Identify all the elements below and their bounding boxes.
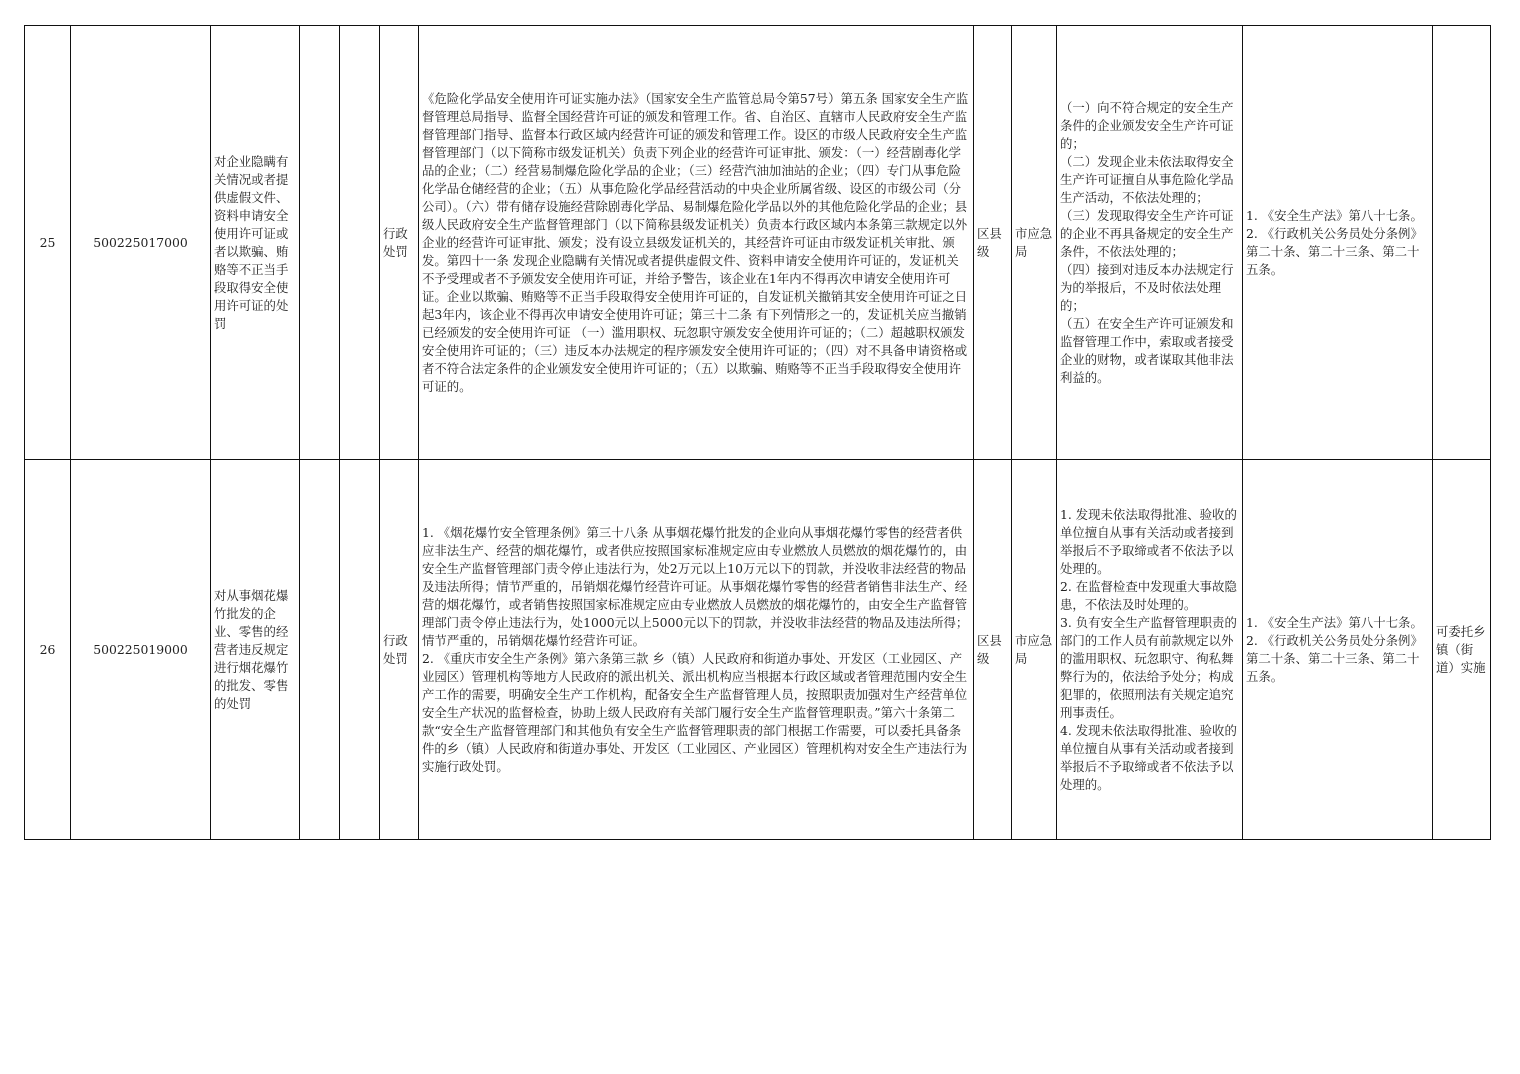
sub-item-cell <box>300 460 340 840</box>
duty-item: （一）向不符合规定的安全生产条件的企业颁发安全生产许可证的； <box>1060 99 1234 151</box>
duty-item: 4. 发现未依法取得批准、验收的单位擅自从事有关活动或者接到举报后不予取缔或者不依法予以处理的。 <box>1060 722 1237 792</box>
power-type: 行政处罚 <box>380 460 419 840</box>
legal-basis <box>419 460 974 840</box>
duty-item: （五）在安全生产许可证颁发和监督管理工作中，索取或者接受企业的财物，或者谋取其他非法利益的。 <box>1060 315 1234 385</box>
power-type: 行政处罚 <box>380 26 419 460</box>
power-list-table <box>24 25 1491 840</box>
legal-basis-item: 1. 《烟花爆竹安全管理条例》第三十八条 从事烟花爆竹批发的企业向从事烟花爆竹零售的经营者供应非法生产、经营的烟花爆竹，或者供应按照国家标准规定应由专业燃放人员燃放的烟花爆竹的，由安全生产监督管理部门责令停止违法行为，处2万元以上10万元以下的罚款，并没收非法经营的物品及违法所得；情节严重的，吊销烟花爆竹经营许可证。从事烟花爆竹零售的经营者销售非法生产、经营的烟花爆竹，或者销售按照国家标准规定应由专业燃放人员燃放的烟花爆竹的，由安全生产监督管理部门责令停止违法行为，处1000元以上5000元以下的罚款，并没收非法经营的物品及违法所得；情节严重的，吊销烟花爆竹经营许可证。 <box>422 524 969 648</box>
accountability-item: 2. 《行政机关公务员处分条例》第二十条、第二十三条、第二十五条。 <box>1246 225 1423 277</box>
exercise-level: 区县级 <box>974 26 1012 460</box>
item-code: 500225019000 <box>71 460 211 840</box>
duty-item: （三）发现取得安全生产许可证的企业不再具备规定的安全生产条件，不依法处理的； <box>1060 207 1234 259</box>
accountability-item: 2. 《行政机关公务员处分条例》第二十条、第二十三条、第二十五条。 <box>1246 632 1423 684</box>
item-number: 26 <box>25 460 71 840</box>
responsible-dept: 市应急局 <box>1012 460 1057 840</box>
legal-basis-item: 2. 《重庆市安全生产条例》第六条第三款 乡（镇）人民政府和街道办事处、开发区（工业园区、产业园区）管理机构等地方人民政府的派出机关、派出机构应当根据本行政区域或者管理范围内安全生产工作的需要，明确安全生产工作机构，配备安全生产监督管理人员，按照职责加强对生产经营单位安全生产状况的监督检查，协助上级人民政府有关部门履行安全生产监督管理职责。”第六十条第二款“安全生产监督管理部门和其他负有安全生产监督管理职责的部门根据工作需要，可以委托具备条件的乡（镇）人民政府和街道办事处、开发区（工业园区、产业园区）管理机构对安全生产违法行为实施行政处罚。 <box>422 650 968 774</box>
duty-item: 3. 负有安全生产监督管理职责的部门的工作人员有前款规定以外的滥用职权、玩忽职守、徇私舞弊行为的，依法给予处分；构成犯罪的，依照刑法有关规定追究刑事责任。 <box>1060 614 1237 720</box>
item-name: 对企业隐瞒有关情况或者提供虚假文件、资料申请安全使用许可证或者以欺骗、贿赂等不正当手段取得安全使用许可证的处罚 <box>211 26 300 460</box>
accountability-basis <box>1243 460 1433 840</box>
legal-basis: 《危险化学品安全使用许可证实施办法》（国家安全生产监管总局令第57号）第五条 国家安全生产监督管理总局指导、监督全国经营许可证的颁发和管理工作。省、自治区、直辖市人民政府安全生产监督管理部门指导、监督本行政区域内经营许可证的颁发和管理工作。设区的市级人民政府安全生产监督管理部门（以下简称市级发证机关）负责下列企业的经营许可证审批、颁发：（一）经营剧毒化学品的企业；（二）经营易制爆危险化学品的企业；（三）经营汽油加油站的企业；（四）专门从事危险化学品仓储经营的企业；（五）从事危险化学品经营活动的中央企业所属省级、设区的市级公司（分公司）。（六）带有储存设施经营除剧毒化学品、易制爆危险化学品以外的其他危险化学品的企业；县级人民政府安全生产监督管理部门（以下简称县级发证机关）负责本行政区域内本条第三款规定以外企业的经营许可证审批、颁发；没有设立县级发证机关的，其经营许可证由市级发证机关审批、颁发。第四十一条 发现企业隐瞒有关情况或者提供虚假文件、资料申请安全使用许可证的，发证机关不予受理或者不予颁发安全使用许可证，并给予警告，该企业在1年内不得再次申请安全使用许可证。企业以欺骗、贿赂等不正当手段取得安全使用许可证的，自发证机关撤销其安全使用许可证之日起3年内，该企业不得再次申请安全使用许可证；第三十二条 有下列情形之一的，发证机关应当撤销已经颁发的安全使用许可证 （一）滥用职权、玩忽职守颁发安全使用许可证的；（二）超越职权颁发安全使用许可证的；（三）违反本办法规定的程序颁发安全使用许可证的；（四）对不具备申请资格或者不符合法定条件的企业颁发安全使用许可证的；（五）以欺骗、贿赂等不正当手段取得安全使用许可证的。 <box>419 26 974 460</box>
remarks: 可委托乡镇（街道）实施 <box>1433 460 1491 840</box>
duty-item: （二）发现企业未依法取得安全生产许可证擅自从事危险化学品生产活动，不依法处理的； <box>1060 153 1234 205</box>
responsible-dept: 市应急局 <box>1012 26 1057 460</box>
remarks <box>1433 26 1491 460</box>
duty-item: 2. 在监督检查中发现重大事故隐患，不依法及时处理的。 <box>1060 578 1237 612</box>
item-code: 500225017000 <box>71 26 211 460</box>
accountability-item: 1. 《安全生产法》第八十七条。 <box>1246 614 1423 630</box>
item-name: 对从事烟花爆竹批发的企业、零售的经营者违反规定进行烟花爆竹的批发、零售的处罚 <box>211 460 300 840</box>
table-row <box>25 460 1491 840</box>
duty-matters <box>1057 26 1243 460</box>
table-row <box>25 26 1491 460</box>
item-number: 25 <box>25 26 71 460</box>
accountability-basis <box>1243 26 1433 460</box>
accountability-item: 1. 《安全生产法》第八十七条。 <box>1246 207 1423 223</box>
sub-item-cell <box>300 26 340 460</box>
duty-matters <box>1057 460 1243 840</box>
sub-item-cell <box>340 460 380 840</box>
duty-item: 1. 发现未依法取得批准、验收的单位擅自从事有关活动或者接到举报后不予取缔或者不依法予以处理的。 <box>1060 506 1237 576</box>
exercise-level: 区县级 <box>974 460 1012 840</box>
sub-item-cell <box>340 26 380 460</box>
duty-item: （四）接到对违反本办法规定行为的举报后，不及时依法处理的； <box>1060 261 1234 313</box>
